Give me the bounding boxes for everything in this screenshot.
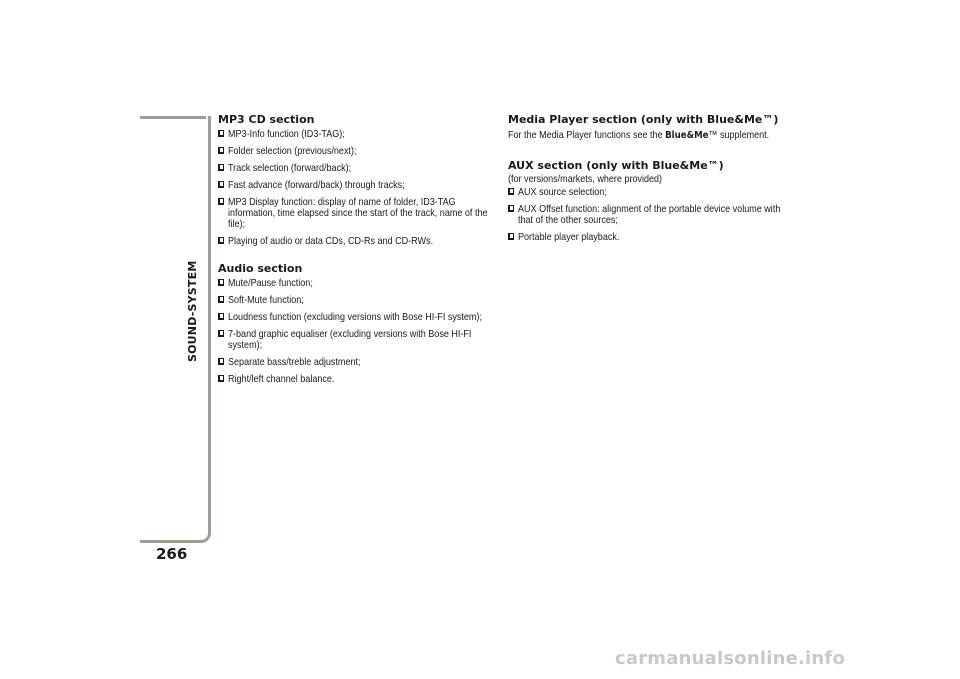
margin-rule (140, 116, 211, 543)
checkbox-bullet-icon (218, 237, 224, 244)
mp3-feature-list (218, 129, 500, 247)
checkbox-bullet-icon (218, 296, 224, 303)
list-item: AUX source selection; (508, 187, 790, 198)
aux-section-subtitle: (for versions/markets, where provided) (508, 173, 663, 185)
checkbox-bullet-icon (508, 188, 514, 195)
list-item: Soft-Mute function; (218, 295, 500, 306)
audio-section-title: Audio section (218, 262, 303, 275)
list-item: Folder selection (previous/next); (218, 146, 500, 157)
checkbox-bullet-icon (218, 130, 224, 137)
section-side-label: SOUND-SYSTEM (186, 260, 199, 362)
left-column (218, 112, 500, 399)
list-item: Separate bass/treble adjustment; (218, 357, 500, 368)
list-item: Playing of audio or data CDs, CD-Rs and CD-RWs. (218, 236, 500, 247)
checkbox-bullet-icon (508, 205, 514, 212)
right-column (508, 112, 790, 257)
checkbox-bullet-icon (218, 330, 224, 337)
list-item: Portable player playback. (508, 232, 790, 243)
list-item: MP3 Display function: display of name of folder, ID3-TAG information, time elapsed since the start of the track, name of the file); (218, 197, 500, 230)
checkbox-bullet-icon (218, 198, 224, 205)
checkbox-bullet-icon (218, 313, 224, 320)
checkbox-bullet-icon (218, 147, 224, 154)
checkbox-bullet-icon (218, 279, 224, 286)
checkbox-bullet-icon (218, 181, 224, 188)
checkbox-bullet-icon (218, 375, 224, 382)
list-item: Mute/Pause function; (218, 278, 500, 289)
aux-section-title: AUX section (only with Blue&Me™) (508, 159, 724, 172)
list-item: Track selection (forward/back); (218, 163, 500, 174)
list-item: AUX Offset function: alignment of the portable device volume with that of the other sources; (508, 204, 790, 226)
list-item: MP3-Info function (ID3-TAG); (218, 129, 500, 140)
blue-me-reference: Blue&Me (665, 130, 709, 141)
media-player-paragraph: For the Media Player functions see the Blue&Me™ supplement. (508, 129, 770, 141)
watermark: carmanualsonline.info (615, 648, 846, 669)
aux-feature-list (508, 187, 790, 243)
list-item: Loudness function (excluding versions with Bose HI-FI system); (218, 312, 500, 323)
media-player-section-title: Media Player section (only with Blue&Me™) (508, 113, 779, 126)
list-item: 7-band graphic equaliser (excluding versions with Bose HI-FI system); (218, 329, 500, 351)
checkbox-bullet-icon (218, 358, 224, 365)
list-item: Fast advance (forward/back) through tracks; (218, 180, 500, 191)
checkbox-bullet-icon (508, 233, 514, 240)
page-number: 266 (156, 545, 188, 563)
list-item: Right/left channel balance. (218, 374, 500, 385)
mp3-section-title: MP3 CD section (218, 113, 315, 126)
audio-feature-list (218, 278, 500, 385)
checkbox-bullet-icon (218, 164, 224, 171)
